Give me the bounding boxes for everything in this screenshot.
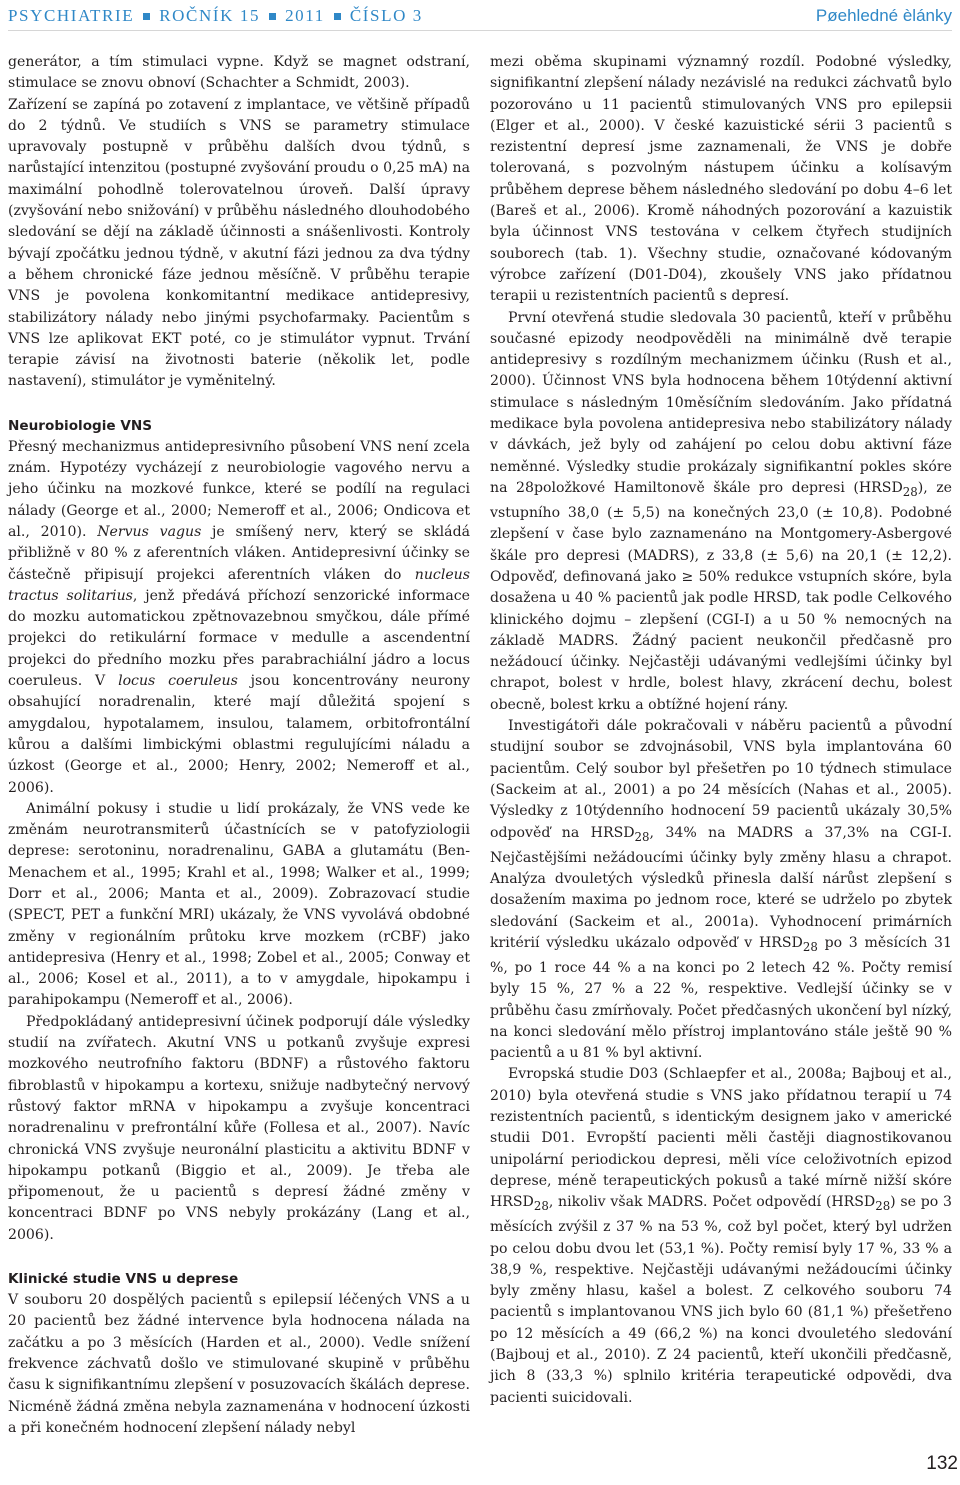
section-heading: Neurobiologie VNS: [8, 417, 153, 434]
separator-square-icon: [334, 13, 341, 20]
page-number: 132: [926, 1453, 958, 1474]
separator-square-icon: [269, 13, 276, 20]
journal-issue: ČÍSLO 3: [349, 6, 423, 25]
journal-volume: ROČNÍK 15: [159, 6, 261, 25]
right-column: [490, 52, 952, 1409]
paragraph: mezi oběma skupinami významný rozdíl. Podobné výsledky, signifikantní zlepšení nálady nezávislé na redukci záchvatů bylo pozorováno u 11 pacientů stimulovaných VNS pro epilepsii (Elger et al., 2000). V české kazuistické sérii 3 pacientů s rezistentní depresí jsme zaznamenali, že VNS je dobře tolerovaná, s pozvolným nástupem účinku a kolísavým průběhem deprese během následného sledování po dobu 4–6 let (Bareš et al., 2006). Kromě náhodných pozorování a kazuistik byla účinnost VNS testována v celkem čtyřech studijních souborech (tab. 1). Všechny studie, označované kódovaným výrobce zařízení (D01-D04), zkoušely VNS jako přídatnou terapii u rezistentních pacientů s depresí.: [490, 54, 952, 305]
paragraph: Přesný mechanizmus antidepresivního působení VNS není zcela znám. Hypotézy vycházejí z neurobiologie vagového nervu a jeho účinku na mozkové funkce, které se podílí na regulaci nálady (George et al., 2000; Nemeroff et al., 2006; Ondicova et al., 2010). Nervus vagus je smíšený nerv, který se skládá přibližně v 80 % z aferentních vláken. Antidepresivní účinky se částečně připisují projekci aferentních vláken do nucleus tractus solitarius, jenž předává příchozí senzorické informace do mozku automatickou zpětnovazebnou smyčkou, dále přímé projekci do retikulární formace v medulle a ascendentní projekci do předního mozku přes parabrachiální jádro a locus coeruleus. V locus coeruleus jsou koncentrovány neurony obsahující noradrenalin, které mají důležitá spojení s amygdalou, hypotalamem, insulou, talamem, orbitofrontální kůrou a dalšími limbickými oblastmi regulujícími náladu a úzkost (George et al., 2000; Henry, 2002; Nemeroff et al., 2006).: [8, 438, 470, 796]
left-column: [8, 52, 470, 1439]
separator-square-icon: [143, 13, 150, 20]
journal-info: [8, 6, 423, 26]
paragraph: V souboru 20 dospělých pacientů s epilepsií léčených VNS a u 20 pacientů bez žádné intervence byla hodnocena nálada na začátku a po 3 měsících (Harden et al., 2000). Vedle snížení frekvence záchvatů došlo ve stimulované skupině v průběhu času k signifikantnímu zlepšení v posuzovacích škálách deprese. Nicméně žádná změna nebyla zaznamenána v hodnocení úzkosti a při konečném hodnocení zlepšení nálady nebyl: [8, 1292, 470, 1436]
paragraph: První otevřená studie sledovala 30 pacientů, kteří v průběhu současné epizody neodpověděli na minimálně dvě terapie antidepresivy s rozdílným mechanizmem účinku (Rush et al., 2000). Účinnost VNS byla hodnocena během 10týdenní aktivní stimulace s následným 10měsíčním sledováním. Jako přídatná medikace byla povolena antidepresiva nebo stabilizátory nálady v dávkách, jež byly od zahájení po celou dobu aktivní fáze neměnné. Výsledky studie prokázaly signifikantní pokles skóre na 28položkové Hamiltonově škále pro depresi $(HRSD_{28})$, ze vstupního 38,0 (± 5,5) na konečných 23,0 (± 10,8). Podobné zlepšení v čase bylo zaznamenáno na Montgomery-Asbergové škále pro depresi (MADRS), z 33,8 (± 5,6) na 20,1 (± 12,2). Odpověď, definovaná jako ≥ 50% redukce vstupních skóre, byla dosažena u 40 % pacientů jak podle HRSD, tak podle Celkového klinického dojmu – zlepšení (CGI-I) a u 50 % nemocných na základě MADRS. Žádný pacient neukončil předčasně pro nežádoucí účinky. Nejčastěji udávanými vedlejšími účinky byl chrapot, bolest v hrdle, bolest hlavy, zkrácení dechu, bolest obecně, bolest krku a obtížné hojení rány.: [490, 309, 952, 713]
running-header: [8, 2, 952, 31]
section-label: Pøehledné èlánky: [815, 6, 952, 25]
section-heading: Klinické studie VNS u deprese: [8, 1271, 239, 1288]
paragraph: generátor, a tím stimulaci vypne. Když se magnet odstraní, stimulace se znovu obnoví (Schachter a Schmidt, 2003).: [8, 54, 470, 92]
paragraph: Evropská studie D03 (Schlaepfer et al., 2008a; Bajbouj et al., 2010) byla otevřená studie s VNS jako přídatnou terapií u 74 rezistentních pacientů, s identickým designem jako v americké studii D01. Evropští pacienti měli častěji diagnostikovanou unipolární periodickou depresi, měli více celoživotních epizod deprese, méně terapeutických pokusů a také mírně nižší skóre $HRSD_{28}$, nikoliv však MADRS. Počet odpovědí $(HRSD_{28})$ se po 3 měsících zvýšil z 37 % na 53 %, což byl počet, který byl udržen po celou dobu dvou let (53,1 %). Počty remisí byly 17 %, 33 % a 38,9 %, respektive. Nejčastěji udávanými nežádoucími účinky byly změny hlasu, kašel a bolest. Z celkového souboru 74 pacientů s implantovanou VNS jich bylo 60 (81,1 %) přešetřeno po 12 měsících a 49 (66,2 %) na konci dvouletého sledování (Bajbouj et al., 2010). Z 24 pacientů, kteří ukončili předčasně, jich 8 (33,3 %) splnilo kritéria terapeutické odpovědi, dva pacienti suicidovali.: [490, 1066, 952, 1406]
paragraph: Animální pokusy i studie u lidí prokázaly, že VNS vede ke změnám neurotransmiterů účastnících se v patofyziologii deprese: serotoninu, noradrenalinu, GABA a glutamátu (Ben-Menachem et al., 1995; Krahl et al., 1998; Walker et al., 1999; Dorr et al., 2006; Manta et al., 2009). Zobrazovací studie (SPECT, PET a funkční MRI) ukázaly, že VNS vyvolává obdobné změny v regionálním průtoku krve mozkem (rCBF) jako antidepresiva (Henry et al., 1998; Zobel et al., 2005; Conway et al., 2006; Kosel et al., 2011), a to v amygdale, hipokampu i parahipokampu (Nemeroff et al., 2006).: [8, 800, 470, 1009]
paragraph: Předpokládaný antidepresivní účinek podporují dále výsledky studií na zvířatech. Akutní VNS u potkanů zvyšuje expresi mozkového neutrofního faktoru (BDNF) a růstového faktoru fibroblastů v hipokampu a kortexu, snižuje nadbytečný nervový růstový faktor mRNA v hipokampu a zvyšuje koncentraci noradrenalinu v prefrontální kůře (Follesa et al., 2007). Navíc chronická VNS zvyšuje neuronální plasticitu a aktivitu BDNF v hipokampu potkanů (Biggio et al., 2009). Je třeba ale připomenout, že u pacientů s depresí žádné změny v koncentraci BDNF po VNS nebyly prokázány (Lang et al., 2006).: [8, 1013, 470, 1243]
journal-year: 2011: [285, 6, 325, 25]
paragraph: Investigátoři dále pokračovali v náběru pacientů a původní studijní soubor se zdvojnásobil, VNS byla implantována 60 pacientům. Celý soubor byl přešetřen po 10 týdnech stimulace (Sackeim at al., 2001) a po 24 měsících (Nahas et al., 2005). Výsledky z 10týdenního hodnocení 59 pacientů ukázaly 30,5% odpověď na $HRSD_{28}$, 34% na MADRS a 37,3% na CGI-I. Nejčastějšími nežádoucími účinky byly změny hlasu a chrapot. Analýza dvouletých výsledků přinesla další nárůst zlepšení s dosažením maxima po jednom roce, které se udrželo po zbytek sledování (Sackeim et al., 2001a). Vyhodnocení primárních kritérií výsledku ukázalo odpověď v $HRSD_{28}$ po 3 měsících 31 %, po 1 roce 44 % a na konci po 2 letech 42 %. Počty remisí byly 15 %, 27 % a 22 %, respektive. Vedlejší účinky se v průběhu času zmírňovaly. Počet předčasných ukončení byl nízký, na konci sledování mělo přístroj implantováno stále ještě 90 % pacientů a u 81 % byl aktivní.: [490, 718, 952, 1062]
journal-name: PSYCHIATRIE: [8, 6, 135, 25]
paragraph: Zařízení se zapíná po zotavení z implantace, ve většině případů do 2 týdnů. Ve studiích s VNS se parametry stimulace upravovaly postupně v průběhu dalších dvou týdnů, s narůstající intenzitou (postupné zvyšování proudu o 0,25 mA) na maximální pohodlně tolerovatelnou úroveň. Další úpravy (zvyšování nebo snižování) v průběhu následného dlouhodobého sledování se dějí na základě účinnosti a snášenlivosti. Kontroly bývají zpočátku jednou týdně, v akutní fázi jednou za dva týdny a během chronické fáze jednou měsíčně. V průběhu terapie VNS je povolena konkomitantní medikace antidepresivy, stabilizátory nálady nebo jinými psychofarmaky. Pacientům s VNS lze aplikovat EKT poté, co je stimulátor vypnut. Trvání terapie závisí na životnosti baterie (několik let, podle nastavení), stimulátor je vyměnitelný.: [8, 96, 470, 390]
